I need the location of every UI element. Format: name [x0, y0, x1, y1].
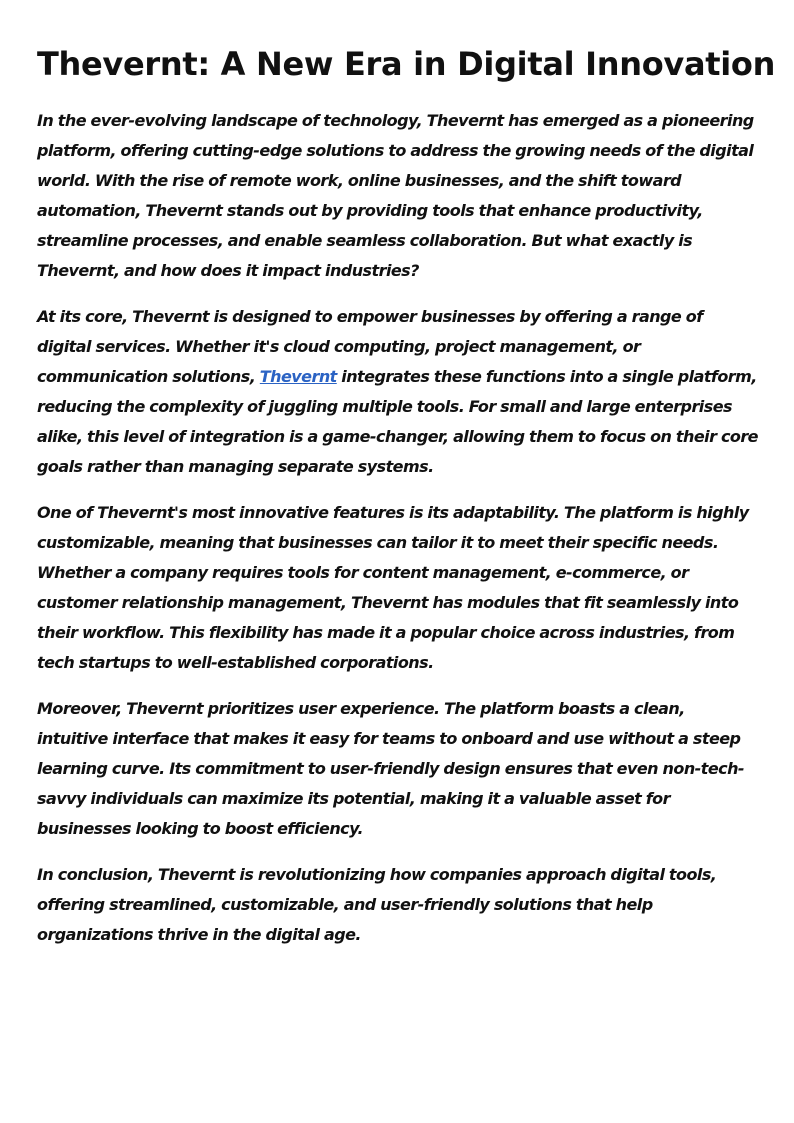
article	[37, 44, 776, 966]
paragraph-core	[37, 302, 759, 482]
thevernt-link[interactable]: Thevernt	[259, 367, 337, 386]
paragraph-conclusion: In conclusion, Thevernt is revolutionizing how companies approach digital tools, offering streamlined, customizable, and user-friendly solutions that help organizations thrive in the digital age.	[37, 865, 717, 944]
paragraph-user-experience: Moreover, Thevernt prioritizes user experience. The platform boasts a clean, intuitive interface that makes it easy for teams to onboard and use without a steep learning curve. Its commitment to user-friendly design ensures that even non-tech-savvy individuals can maximize its potential, making it a valuable asset for businesses looking to boost efficiency.	[37, 699, 745, 838]
paragraph-core-text-after: integrates these functions into a single platform, reducing the complexity of juggling multiple tools. For small and large enterprises alike, this level of integration is a game-changer, allowing them to focus on their core goals rather than managing separate systems.	[37, 367, 758, 476]
page-title: Thevernt: A New Era in Digital Innovation	[37, 45, 776, 83]
paragraph-intro: In the ever-evolving landscape of technology, Thevernt has emerged as a pioneering platform, offering cutting-edge solutions to address the growing needs of the digital world. With the rise of remote work, online businesses, and the shift toward automation, Thevernt stands out by providing tools that enhance productivity, streamline processes, and enable seamless collaboration. But what exactly is Thevernt, and how does it impact industries?	[37, 111, 754, 280]
paragraph-adaptability: One of Thevernt's most innovative features is its adaptability. The platform is highly customizable, meaning that businesses can tailor it to meet their specific needs. Whether a company requires tools for content management, e-commerce, or customer relationship management, Thevernt has modules that fit seamlessly into their workflow. This flexibility has made it a popular choice across industries, from tech startups to well-established corporations.	[37, 503, 749, 672]
paragraph-core-text-before: At its core, Thevernt is designed to empower businesses by offering a range of digital services. Whether it's cloud computing, project management, or communication solutions,	[37, 307, 703, 386]
